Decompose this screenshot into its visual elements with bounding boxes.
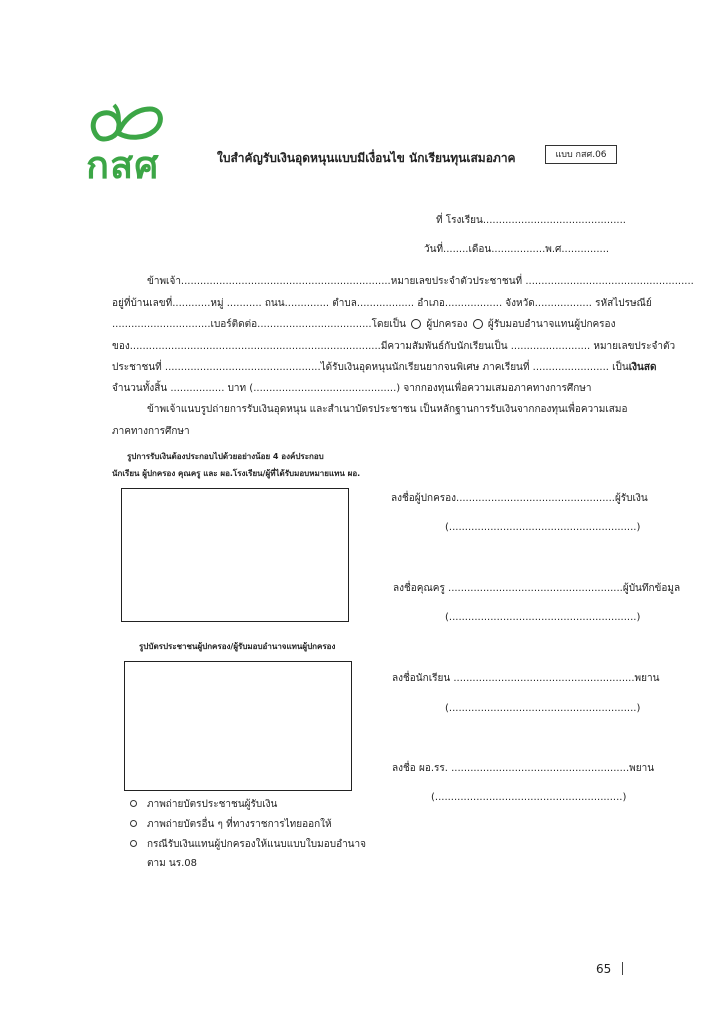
logo-leaf-icon: [84, 99, 180, 149]
body-line-address: อยู่ที่บ้านเลขที่............หมู่ ........... ถนน.............. ตำบล.................. อำเภอ.................. จังหวัด.................. รหัสไปรษณีย์: [112, 298, 652, 309]
photo1-box: [121, 488, 349, 622]
signature-teacher: ลงชื่อคุณครู .......................................................ผู้บันทึกข้อมูล: [393, 583, 681, 594]
body-line-attach: ข้าพเจ้าแนบรูปถ่ายการรับเงินอุดหนุน และสำเนาบัตรประชาชน เป็นหลักฐานการรับเงินจากกองทุนเพื่อความเสมอ: [147, 404, 628, 415]
signature-director-name: (...........................................................): [431, 792, 627, 803]
school-field: ที่ โรงเรียน.............................................: [436, 215, 626, 226]
attachment-item: ภาพถ่ายบัตรอื่น ๆ ที่ทางราชการไทยออกให้: [130, 818, 332, 831]
bullet-icon: [130, 820, 137, 827]
form-title: ใบสำคัญรับเงินอุดหนุนแบบมีเงื่อนไข นักเรียนทุนเสมอภาค: [217, 151, 516, 165]
proxy-radio[interactable]: [473, 319, 483, 329]
attachment-item: กรณีรับเงินแทนผู้ปกครองให้แนบแบบใบมอบอำนาจ: [130, 838, 366, 851]
body-line-attach-cont: ภาคทางการศึกษา: [112, 426, 190, 437]
attachment-item-cont: ตาม นร.08: [147, 858, 197, 869]
signature-guardian: ลงชื่อผู้ปกครอง..................................................ผู้รับเงิน: [391, 493, 648, 504]
guardian-radio[interactable]: [411, 319, 421, 329]
logo: [84, 99, 180, 189]
bullet-icon: [130, 800, 137, 807]
bullet-icon: [130, 840, 137, 847]
signature-student: ลงชื่อนักเรียน .........................................................พยาน: [392, 673, 660, 684]
page-number: 65: [596, 962, 612, 976]
body-line-relation: ของ...............................................................................มีความสัมพันธ์กับนักเรียนเป็น ......................... หมายเลขประจำตัว: [112, 341, 676, 352]
page-number-divider: [622, 962, 623, 975]
attachment-item: ภาพถ่ายบัตรประชาชนผู้รับเงิน: [130, 798, 277, 811]
signature-director: ลงชื่อ ผอ.รร. ........................................................พยาน: [392, 763, 655, 774]
proxy-label: ผู้รับมอบอำนาจแทนผู้ปกครอง: [487, 319, 616, 330]
date-field: วันที่........เดือน.................พ.ศ...............: [424, 244, 610, 255]
body-line-name: ข้าพเจ้า..................................................................หมายเลขประจำตัวประชาชนที่ .....................................................: [147, 276, 694, 287]
photo2-box: [124, 661, 352, 791]
grant-text: ประชาชนที่ .................................................ได้รับเงินอุดหนุนนักเรียนยากจนพิเศษ ภาคเรียนที่ ........................ เป็น: [112, 362, 629, 373]
photo1-caption-1: รูปการรับเงินต้องประกอบไปด้วยอย่างน้อย 4 องค์ประกอบ: [127, 452, 324, 461]
logo-text: กสศ: [86, 143, 160, 187]
signature-student-name: (...........................................................): [445, 703, 641, 714]
photo2-caption: รูปบัตรประชาชนผู้ปกครอง/ผู้รับมอบอำนาจแทนผู้ปกครอง: [139, 642, 336, 651]
form-code-box: แบบ กสศ.06: [545, 145, 617, 164]
body-line-amount: จำนวนทั้งสิ้น ................. บาท (.............................................) จากกองทุนเพื่อความเสมอภาคทางการศึกษา: [112, 383, 592, 394]
signature-teacher-name: (...........................................................): [445, 612, 641, 623]
signature-guardian-name: (...........................................................): [445, 522, 641, 533]
body-line-contact: [112, 318, 615, 331]
photo1-caption-2: นักเรียน ผู้ปกครอง คุณครู และ ผอ.โรงเรียน/ผู้ที่ได้รับมอบหมายแทน ผอ.: [112, 469, 361, 478]
cash-label: เงินสด: [628, 362, 657, 373]
guardian-label: ผู้ปกครอง: [426, 319, 468, 330]
contact-text: ...............................เบอร์ติดต่อ....................................โดยเป็น: [112, 319, 406, 330]
body-line-grant: [112, 361, 656, 374]
